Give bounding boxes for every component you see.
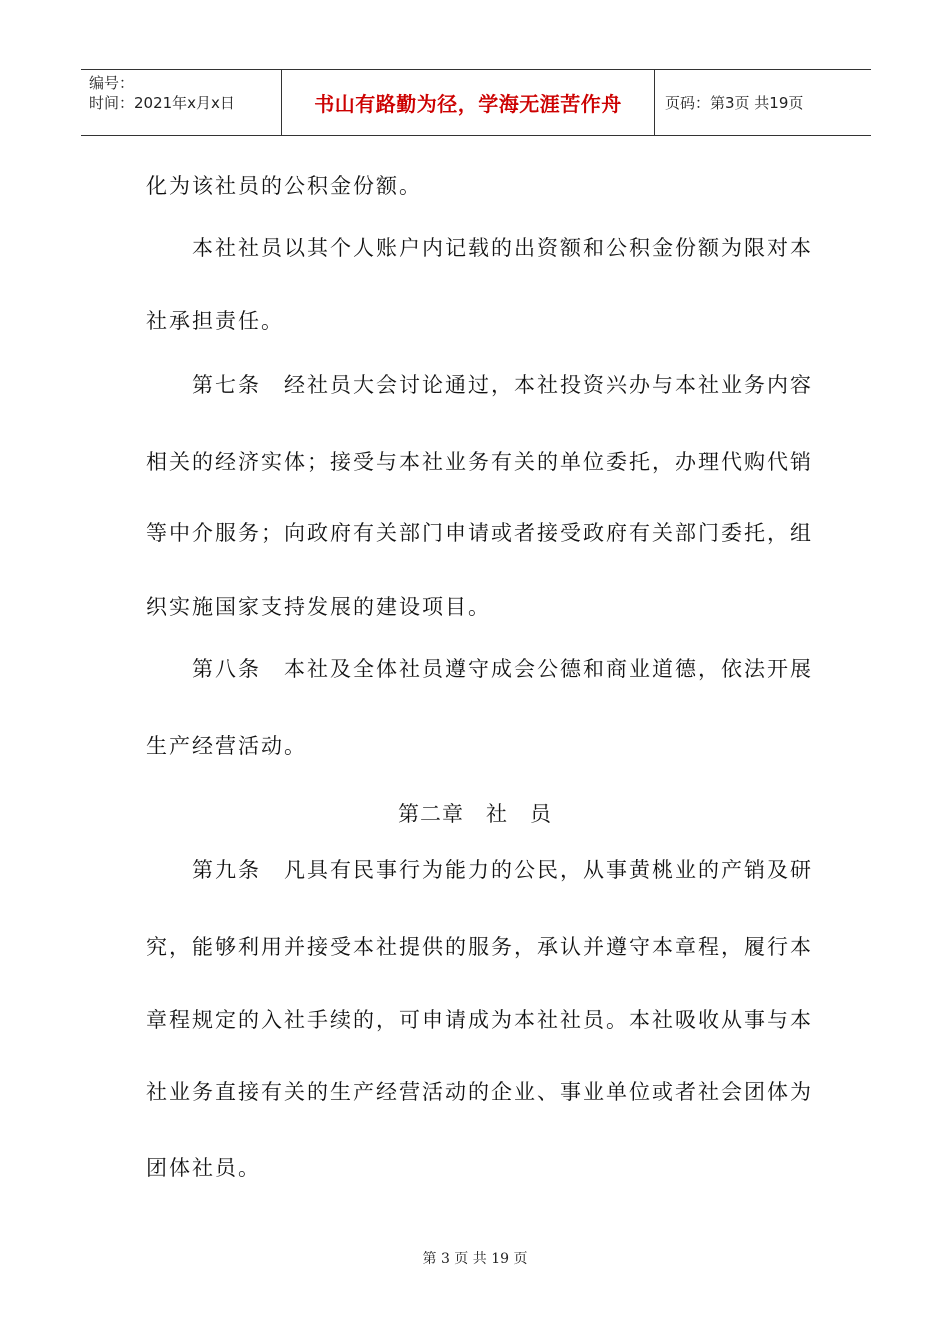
paragraph-line: 生产经营活动。 [146,734,307,758]
paragraph-line: 社承担责任。 [146,309,284,333]
header-meta-cell [81,70,282,135]
header-table [81,69,871,136]
paragraph-line: 章程规定的入社手续的，可申请成为本社社员。本社吸收从事与本 [146,1008,813,1032]
paragraph-line: 织实施国家支持发展的建设项目。 [146,595,491,619]
header-motto: 书山有路勤为径，学海无涯苦作舟 [314,92,622,116]
document-time-label: 时间：2021年x月x日 [89,94,235,112]
paragraph-line: 社业务直接有关的生产经营活动的企业、事业单位或者社会团体为 [146,1080,813,1104]
paragraph-line: 第七条 经社员大会讨论通过，本社投资兴办与本社业务内容 [146,373,813,397]
header-page-label: 页码：第3页 共19页 [665,94,804,112]
document-number-label: 编号： [89,74,135,92]
chapter-title: 第二章 社 员 [398,802,552,826]
paragraph-line: 第九条 凡具有民事行为能力的公民，从事黄桃业的产销及研 [146,858,813,882]
header-motto-cell [282,70,655,135]
paragraph-line: 团体社员。 [146,1156,261,1180]
paragraph-line: 化为该社员的公积金份额。 [146,174,422,198]
paragraph-line: 本社社员以其个人账户内记载的出资额和公积金份额为限对本 [146,236,813,260]
page-footer: 第 3 页 共 19 页 [422,1251,528,1267]
paragraph-line: 第八条 本社及全体社员遵守成会公德和商业道德，依法开展 [146,657,813,681]
header-page-cell [655,70,871,135]
paragraph-line: 等中介服务；向政府有关部门申请或者接受政府有关部门委托，组 [146,521,813,545]
paragraph-line: 相关的经济实体；接受与本社业务有关的单位委托，办理代购代销 [146,450,813,474]
paragraph-line: 究，能够利用并接受本社提供的服务，承认并遵守本章程，履行本 [146,935,813,959]
